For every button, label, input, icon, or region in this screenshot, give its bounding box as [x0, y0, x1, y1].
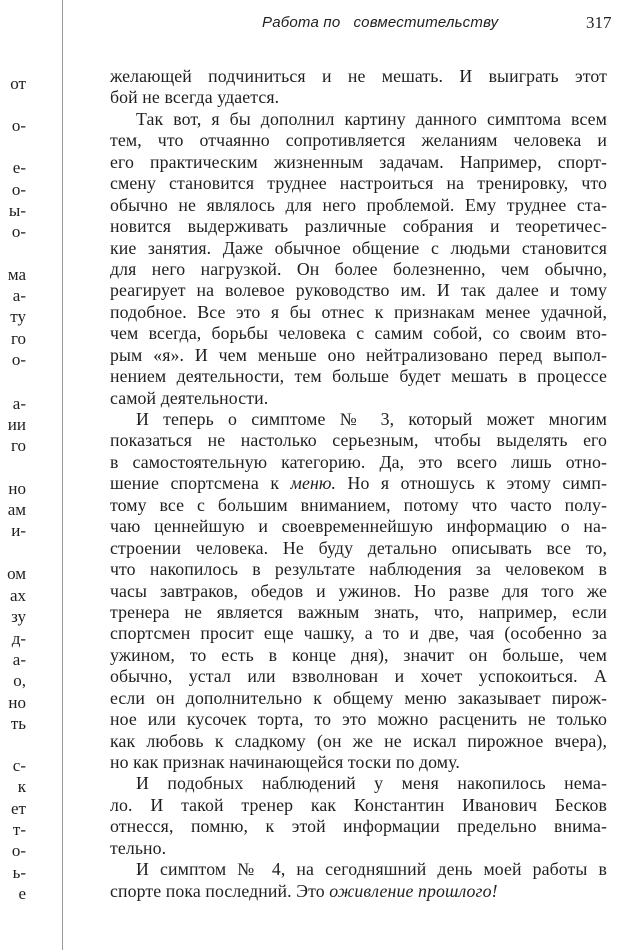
text-span: если он дополнительно к общему меню заказывает пирож- [110, 687, 607, 708]
margin-fragment: ть [10, 714, 26, 733]
margin-fragment: и- [11, 521, 26, 540]
margin-fragment: с- [12, 756, 26, 775]
margin-fragment: ам [7, 500, 26, 519]
text-line [110, 623, 607, 644]
text-span: реагирует на волевое руководство им. И так далее и тому [110, 280, 607, 301]
margin-fragment: зу [11, 607, 26, 626]
body-text [110, 66, 607, 902]
text-span: обычно не являлось для него проблемой. Ему труднее ста- [110, 194, 607, 215]
text-line [110, 452, 607, 473]
text-line [110, 409, 607, 430]
running-header-title: Работа по совместительству [262, 14, 499, 31]
text-line [110, 752, 607, 773]
text-line [110, 87, 607, 108]
text-span: новится выдерживать различные собрания и теоретичес- [110, 216, 607, 237]
text-span: И теперь о симптоме № 3, который может многим [136, 409, 607, 429]
text-line [110, 388, 607, 409]
text-span: тем, что отчаянно сопротивляется желаниям человека и [110, 130, 607, 151]
text-line [110, 731, 607, 752]
text-span: что накопилось в результате наблюдения за человеком в [110, 559, 607, 580]
margin-fragment: о- [11, 222, 26, 241]
margin-fragment: о- [11, 116, 26, 135]
text-line [110, 688, 607, 709]
margin-fragment: ет [11, 799, 26, 818]
italic-phrase: оживление прошлого! [329, 880, 498, 901]
margin-fragment: е- [12, 158, 26, 177]
text-line [110, 773, 607, 794]
margin-fragment: ма [7, 265, 26, 284]
text-line [110, 366, 607, 387]
text-line [110, 173, 607, 194]
text-span: Но я отношусь к этому симп- [336, 473, 607, 494]
text-span: строении человека. Не буду детально описывать все то, [110, 537, 607, 558]
text-span: чем всегда, борьбы человека с самим собой, со своим вто- [110, 323, 607, 344]
text-line [110, 280, 607, 301]
text-span: тельно. [110, 837, 167, 858]
text-span: Так вот, я бы дополнил картину данного симптома всем [136, 108, 607, 129]
text-line [110, 130, 607, 151]
text-span: И подобных наблюдений у меня накопилось нема- [136, 773, 607, 794]
text-line [110, 238, 607, 259]
text-line [110, 109, 607, 130]
page-number: 317 [586, 13, 612, 32]
margin-fragment: ии [7, 415, 26, 434]
text-line [110, 816, 607, 837]
margin-fragment: о- [11, 350, 26, 369]
text-line [110, 859, 607, 880]
text-span: ужином, то есть в конце дня), значит он больше, чем [110, 644, 607, 665]
text-span: как любовь к сладкому (он же не искал пирожное вчера), [110, 730, 607, 751]
text-line [110, 152, 607, 173]
text-line [110, 302, 607, 323]
text-span: спортсмен просит еще чашку, а то и две, чая (особенно за [110, 623, 607, 644]
text-span: И симптом № 4, на сегодняшний день моей работы в [136, 859, 607, 880]
margin-fragment: го [10, 329, 26, 348]
text-line [110, 430, 607, 451]
text-span: желающей подчиниться и не мешать. И выиграть этот [110, 66, 607, 86]
text-line [110, 709, 607, 730]
margin-fragment: ь- [12, 863, 26, 882]
text-line [110, 602, 607, 623]
text-line [110, 216, 607, 237]
margin-fragment: о- [11, 180, 26, 199]
margin-fragment: ах [9, 586, 26, 605]
text-span: рым «я». И чем меньше оно нейтрализовано перед выпол- [110, 344, 607, 365]
text-span: часы завтраков, обедов и ужинов. Но разве для того же [110, 580, 607, 601]
text-line [110, 538, 607, 559]
text-span: кие занятия. Даже обычное общение с людьми становится [110, 237, 607, 258]
margin-fragment: к [17, 777, 26, 796]
margin-fragment: а- [12, 650, 26, 669]
text-line [110, 559, 607, 580]
margin-fragment: о, [13, 671, 26, 690]
text-span: спорте пока последний. Это [110, 880, 330, 901]
margin-fragment: т- [12, 820, 26, 839]
text-span: но как признак начинающейся тоски по дому. [110, 752, 460, 772]
text-span: нением деятельности, тем больше будет мешать в процессе [110, 366, 607, 387]
text-line [110, 881, 607, 902]
margin-fragment: а- [12, 394, 26, 413]
margin-divider-line [62, 0, 63, 950]
text-span: самой деятельности. [110, 387, 269, 408]
text-span: шение спортсмена к [110, 473, 291, 494]
margin-fragment: от [10, 74, 26, 93]
text-span: чаю ценнейшую и своевременнейшую информацию о на- [110, 516, 607, 537]
text-line [110, 259, 607, 280]
text-span: смену становится труднее настроиться на тренировку, что [110, 173, 607, 194]
text-span: ло. И такой тренер как Константин Иванович Бесков [110, 794, 607, 815]
text-span: для него нагрузкой. Он более болезненно, чем обычно, [110, 258, 607, 279]
text-span: ное или кусочек торта, то это можно расценить не только [110, 709, 607, 730]
margin-fragment: но [8, 693, 26, 712]
text-span: показаться не настолько серьезным, чтобы выделять его [110, 430, 607, 451]
margin-fragment: но [8, 479, 26, 498]
text-span: обычно, устал или взволнован и хочет успокоиться. А [110, 666, 607, 687]
text-line [110, 666, 607, 687]
text-span: тому все с большим вниманием, потому что часто полу- [110, 494, 607, 515]
margin-fragment: д- [11, 629, 26, 648]
margin-fragment: ом [7, 564, 26, 583]
text-line [110, 516, 607, 537]
text-span: подобное. Все это я бы отнес к признакам менее удачной, [110, 301, 607, 322]
text-line [110, 473, 607, 494]
text-line [110, 645, 607, 666]
italic-phrase: меню. [290, 473, 337, 494]
text-span: отнесся, помню, к этой информации предельно внима- [110, 816, 607, 837]
margin-fragment: е [18, 884, 26, 903]
text-span: его практическим жизненным задачам. Например, спорт- [110, 151, 607, 172]
text-line [110, 66, 607, 87]
text-line [110, 581, 607, 602]
margin-fragment: ту [10, 307, 26, 326]
margin-fragment: го [10, 436, 26, 455]
margin-fragment: а- [12, 286, 26, 305]
text-line [110, 838, 607, 859]
text-span: тренера не является важным знать, что, например, если [110, 601, 607, 622]
text-line [110, 323, 607, 344]
text-line [110, 495, 607, 516]
margin-fragment: ы- [8, 201, 26, 220]
text-span: в самостоятельную категорию. Да, это всего лишь отно- [110, 451, 607, 472]
text-line [110, 195, 607, 216]
text-line [110, 345, 607, 366]
margin-fragment: о- [11, 841, 26, 860]
text-line [110, 795, 607, 816]
text-span: бой не всегда удается. [110, 87, 280, 108]
